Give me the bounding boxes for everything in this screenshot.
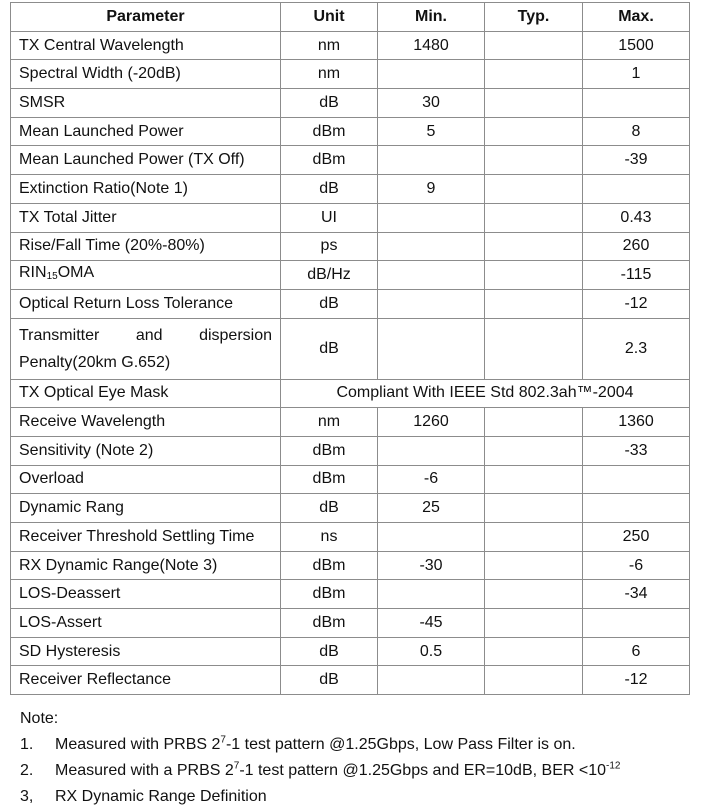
typ-cell [485,232,583,261]
table-row [11,609,690,638]
max-cell: 8 [583,117,690,146]
typ-cell [485,318,583,379]
spec-span-cell: Compliant With IEEE Std 802.3ah™-2004 [281,379,690,408]
parameter-cell: Sensitivity (Note 2) [11,436,281,465]
parameter-cell: Rise/Fall Time (20%-80%) [11,232,281,261]
parameter-cell: Receiver Reflectance [11,666,281,695]
max-cell [583,609,690,638]
parameter-cell: SD Hysteresis [11,637,281,666]
unit-cell: dBm [281,436,378,465]
min-cell [378,232,485,261]
max-cell: -115 [583,261,690,290]
table-row [11,261,690,290]
note-text-pre: Measured with a PRBS 2 [55,762,234,779]
parameter-cell [11,261,281,290]
table-row [11,318,690,379]
typ-cell [485,408,583,437]
max-cell: -39 [583,146,690,175]
max-cell: 2.3 [583,318,690,379]
header-parameter: Parameter [11,3,281,32]
unit-cell: UI [281,203,378,232]
unit-cell: dB [281,289,378,318]
typ-cell [485,31,583,60]
table-row [11,89,690,118]
max-cell: 0.43 [583,203,690,232]
table-row [11,523,690,552]
typ-cell [485,609,583,638]
typ-cell [485,666,583,695]
parameter-cell: Receiver Threshold Settling Time [11,523,281,552]
max-cell [583,175,690,204]
typ-cell [485,175,583,204]
typ-cell [485,523,583,552]
parameter-cell: SMSR [11,89,281,118]
unit-cell: ns [281,523,378,552]
min-cell: 1480 [378,31,485,60]
unit-cell: dBm [281,609,378,638]
table-row [11,465,690,494]
max-cell: 1500 [583,31,690,60]
unit-cell: dB/Hz [281,261,378,290]
min-cell: 9 [378,175,485,204]
parameter-text-sub: 15 [46,271,58,283]
table-row [11,60,690,89]
unit-cell: dB [281,494,378,523]
spec-table [10,2,690,695]
table-row [11,289,690,318]
typ-cell [485,637,583,666]
min-cell: 25 [378,494,485,523]
note-text [55,784,267,810]
max-cell: 6 [583,637,690,666]
note-text-mid: -1 test pattern @1.25Gbps, Low Pass Filter is on. [225,736,576,753]
parameter-text-line-2: Penalty(20km G.652) [19,353,171,371]
min-cell [378,666,485,695]
typ-cell [485,289,583,318]
parameter-cell: TX Total Jitter [11,203,281,232]
note-number: 1. [20,736,34,753]
table-row [11,232,690,261]
note-number: 2. [20,762,34,779]
table-row [11,436,690,465]
header-typ: Typ. [485,3,583,32]
note-text-sup1: 7 [233,760,240,772]
parameter-cell [11,318,281,379]
max-cell [583,465,690,494]
table-header-row [11,3,690,32]
typ-cell [485,551,583,580]
unit-cell: dB [281,666,378,695]
max-cell: 260 [583,232,690,261]
unit-cell: dBm [281,580,378,609]
unit-cell: dB [281,318,378,379]
unit-cell: dBm [281,117,378,146]
max-cell: -33 [583,436,690,465]
min-cell [378,436,485,465]
header-unit: Unit [281,3,378,32]
unit-cell: nm [281,60,378,89]
max-cell: -6 [583,551,690,580]
note-item [20,758,700,784]
min-cell: 5 [378,117,485,146]
unit-cell: dBm [281,146,378,175]
parameter-cell: LOS-Assert [11,609,281,638]
min-cell [378,60,485,89]
typ-cell [485,89,583,118]
header-min: Min. [378,3,485,32]
parameter-cell: LOS-Deassert [11,580,281,609]
table-row [11,31,690,60]
typ-cell [485,580,583,609]
notes-heading: Note: [20,710,59,727]
table-row [11,580,690,609]
typ-cell [485,117,583,146]
max-cell: 250 [583,523,690,552]
max-cell: -12 [583,666,690,695]
unit-cell: dB [281,175,378,204]
typ-cell [485,465,583,494]
min-cell [378,146,485,175]
parameter-cell: Spectral Width (-20dB) [11,60,281,89]
max-cell [583,89,690,118]
min-cell [378,523,485,552]
unit-cell: nm [281,31,378,60]
typ-cell [485,261,583,290]
max-cell: -12 [583,289,690,318]
note-text-sup1: 7 [220,734,226,746]
parameter-cell: Mean Launched Power [11,117,281,146]
table-row [11,175,690,204]
parameter-cell: Extinction Ratio(Note 1) [11,175,281,204]
min-cell: -6 [378,465,485,494]
table-row [11,408,690,437]
table-row [11,117,690,146]
min-cell [378,580,485,609]
table-row [11,637,690,666]
unit-cell: nm [281,408,378,437]
typ-cell [485,203,583,232]
note-item [20,784,700,810]
parameter-cell: Mean Launched Power (TX Off) [11,146,281,175]
min-cell: 30 [378,89,485,118]
notes-section [20,706,700,810]
parameter-cell: Overload [11,465,281,494]
note-item [20,732,700,758]
unit-cell: dBm [281,465,378,494]
min-cell: -45 [378,609,485,638]
typ-cell [485,494,583,523]
header-max: Max. [583,3,690,32]
unit-cell: ps [281,232,378,261]
parameter-cell: TX Optical Eye Mask [11,379,281,408]
note-text-mid: -1 test pattern @1.25Gbps and ER=10dB, BER <10 [239,762,606,779]
table-row [11,551,690,580]
max-cell [583,494,690,523]
parameter-cell: Receive Wavelength [11,408,281,437]
note-text [55,732,576,758]
min-cell: -30 [378,551,485,580]
note-text-pre: Measured with PRBS 2 [55,736,221,753]
min-cell [378,203,485,232]
min-cell [378,318,485,379]
min-cell [378,289,485,318]
typ-cell [485,60,583,89]
unit-cell: dB [281,89,378,118]
note-number: 3, [20,788,34,805]
table-row [11,146,690,175]
table-row [11,379,690,408]
parameter-cell: Optical Return Loss Tolerance [11,289,281,318]
unit-cell: dBm [281,551,378,580]
typ-cell [485,436,583,465]
note-text [55,758,620,784]
table-row [11,203,690,232]
min-cell: 1260 [378,408,485,437]
typ-cell [485,146,583,175]
parameter-text-prefix: RIN [19,264,47,282]
max-cell: -34 [583,580,690,609]
parameter-cell: RX Dynamic Range(Note 3) [11,551,281,580]
unit-cell: dB [281,637,378,666]
note-text-pre: RX Dynamic Range Definition [55,788,267,805]
parameter-text-suffix: OMA [57,264,95,282]
max-cell: 1 [583,60,690,89]
max-cell: 1360 [583,408,690,437]
note-text-sup2: -12 [606,760,621,772]
table-row [11,494,690,523]
parameter-text-line-1: Transmitter and dispersion [19,326,272,344]
table-row [11,666,690,695]
min-cell: 0.5 [378,637,485,666]
min-cell [378,261,485,290]
parameter-cell: Dynamic Rang [11,494,281,523]
parameter-cell: TX Central Wavelength [11,31,281,60]
